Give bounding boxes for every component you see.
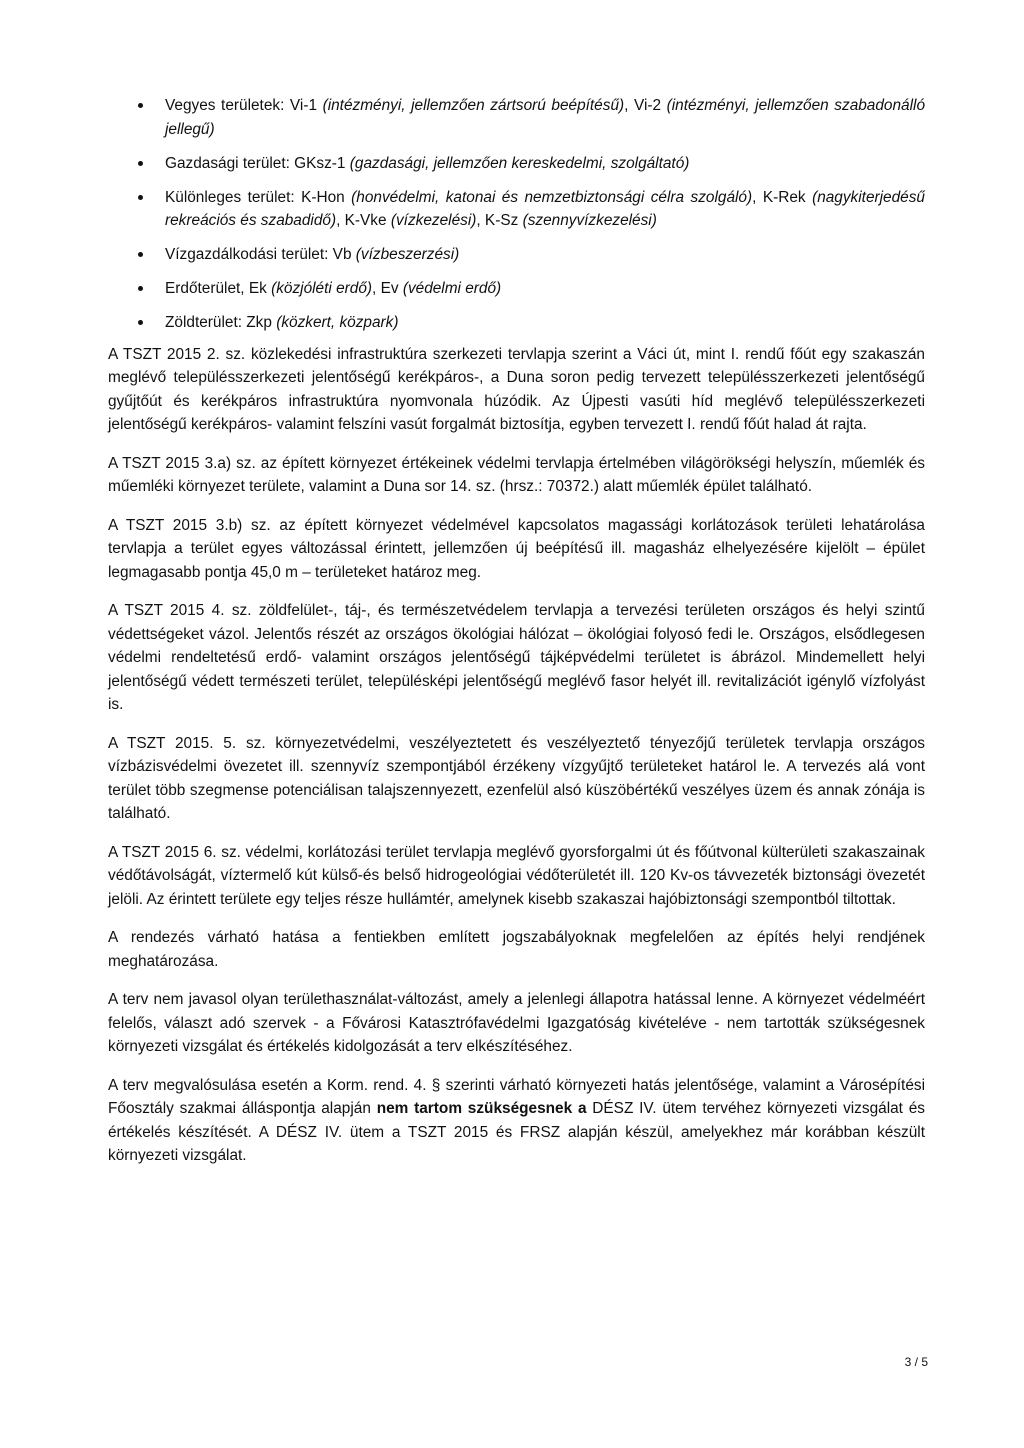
zone-code: Erdőterület, Ek xyxy=(165,280,272,297)
paragraph-protection-zones: A TSZT 2015 6. sz. védelmi, korlátozási terület tervlapja meglévő gyorsforgalmi út és főútvonal külterületi szakaszainak védőtávolságát, víztermelő kút külső-és belső hidrogeológiai védőterületét ill. 120 Kv-os távvezeték biztonsági övezetét jelöli. Az érintett területe egy teljes része hullámtér, amelynek kisebb szakaszai hajóbiztonsági szempontból tiltottak. xyxy=(108,843,925,908)
zone-description: (vízbeszerzési) xyxy=(355,246,460,263)
zone-description: (nagykiterjedésű rekreációs és szabadidő) xyxy=(165,188,925,229)
bullet-icon xyxy=(138,103,143,108)
zone-description: (intézményi, jellemzően zártsorú beépítésű) xyxy=(322,97,625,114)
paragraph-regulation-effect: A rendezés várható hatása a fentiekben említett jogszabályoknak megfelelően az építés helyi rendjének meghatározása. xyxy=(108,929,925,970)
paragraph-transport: A TSZT 2015 2. sz. közlekedési infrastruktúra szerkezeti tervlapja szerint a Váci út, mint I. rendű főút egy szakaszán meglévő településszerkezeti jelentőségű kerékpáros-, a Duna soron pedig tervezett településszerkezeti jelentőségű gyűjtőút és kerékpáros infrastruktúra nyomvonala húzódik. Az Újpesti vasúti híd meglévő településszerkezeti jelentőségű kerékpáros- valamint felszíni vasút forgalmát biztosítja, egyben tervezett I. rendű főút halad át rajta. xyxy=(108,345,925,433)
zone-description: (szennyvízkezelési) xyxy=(522,212,657,229)
zone-description: (honvédelmi, katonai és nemzetbiztonsági célra szolgáló) xyxy=(351,188,753,206)
zone-description: (vízkezelési) xyxy=(390,212,477,229)
zone-description: (gazdasági, jellemzően kereskedelmi, szolgáltató) xyxy=(349,154,690,172)
list-item xyxy=(108,152,925,176)
conclusion-emphasis: nem tartom szükségesnek a xyxy=(376,1100,587,1117)
list-item xyxy=(108,277,925,301)
zone-code: Vegyes területek: Vi-1 xyxy=(165,97,323,114)
bullet-icon xyxy=(138,161,143,166)
page-number: 3 / 5 xyxy=(904,1355,928,1369)
bullet-icon xyxy=(138,286,143,291)
bullet-icon xyxy=(138,252,143,257)
conclusion-text: A terv megvalósulása esetén a Korm. rend. 4. § szerinti várható környezeti hatás jelentősége, valamint a Városépítési Főosztály szakmai álláspontja alapján xyxy=(108,1076,925,1117)
conclusion-text-end: DÉSZ IV. ütem tervéhez környezeti vizsgálat és értékelés készítését. A DÉSZ IV. ütem a TSZT 2015 és FRSZ alapján készül, amelyekhez már korábban készült környezeti vizsgálat. xyxy=(108,1100,925,1164)
paragraph-green-areas: A TSZT 2015 4. sz. zöldfelület-, táj-, és természetvédelem tervlapja a tervezési területen országos és helyi szintű védettségeket vázol. Jelentős részét az országos ökológiai hálózat – ökológiai folyosó fedi le. Országos, elsődlegesen védelmi rendeltetésű erdő- valamint országos jelentőségű tájképvédelmi területet is ábrázol. Mindemellett helyi jelentőségű védett természeti terület, településképi jelentőségű meglévő fasor helyét ill. revitalizációt igénylő vízfolyást is. xyxy=(108,602,925,713)
paragraph-environment: A TSZT 2015. 5. sz. környezetvédelmi, veszélyeztetett és veszélyeztető tényezőjű területek tervlapja országos vízbázisvédelmi övezetet ill. szennyvíz szempontjából érzékeny vízgyűjtő területeket határol le. A tervezés alá vont terület több szegmense potenciálisan talajszennyezett, ezenfelül alsó küszöbértékű veszélyes üzem és annak zónája is található. xyxy=(108,734,925,822)
paragraph-height-limits: A TSZT 2015 3.b) sz. az épített környezet védelmével kapcsolatos magassági korlátozások területi lehatárolása tervlapja a terület egyes változással érintett, jellemzően új beépítésű ill. magasház elhelyezésére kijelölt – épület legmagasabb pontja 45,0 m – területeket határoz meg. xyxy=(108,516,925,581)
list-item xyxy=(108,94,925,141)
zone-code: , K-Rek xyxy=(752,188,813,206)
list-item xyxy=(108,311,925,335)
bullet-icon xyxy=(138,320,143,325)
zone-description: (intézményi, jellemzően szabadonálló jellegű) xyxy=(165,97,926,138)
zone-code: Vízgazdálkodási terület: Vb xyxy=(165,246,356,263)
zone-code: Gazdasági terület: GKsz-1 xyxy=(165,154,350,172)
paragraph-conclusion xyxy=(108,1074,925,1168)
zone-description: (védelmi erdő) xyxy=(402,280,502,297)
paragraph-land-use-change: A terv nem javasol olyan területhasználat-változást, amely a jelenlegi állapotra hatással lenne. A környezet védelméért felelős, választ adó szervek - a Fővárosi Katasztrófavédelmi Igazgatóság kivételéve - nem tartották szükségesnek környezeti vizsgálat és értékelés kidolgozását a terv elkészítéséhez. xyxy=(108,991,925,1055)
zone-description: (közjóléti erdő) xyxy=(271,280,373,297)
list-item xyxy=(108,243,925,267)
list-item xyxy=(108,186,925,233)
zone-code: Különleges terület: K-Hon xyxy=(165,188,352,206)
zone-code: , K-Sz xyxy=(476,212,523,229)
zone-description: (közkert, közpark) xyxy=(276,314,399,331)
paragraph-heritage: A TSZT 2015 3.a) sz. az épített környezet értékeinek védelmi tervlapja értelmében világörökségi helyszín, műemlék és műemléki környezet területe, valamint a Duna sor 14. sz. (hrsz.: 70372.) alatt műemlék épület található. xyxy=(108,454,925,495)
zone-code: , K-Vke xyxy=(336,212,391,229)
zone-code: Zöldterület: Zkp xyxy=(165,314,277,331)
bullet-icon xyxy=(138,195,143,200)
land-use-list xyxy=(108,94,925,335)
zone-code: , Ev xyxy=(372,280,403,297)
document-body xyxy=(108,94,925,1183)
zone-code: , Vi-2 xyxy=(624,97,667,114)
